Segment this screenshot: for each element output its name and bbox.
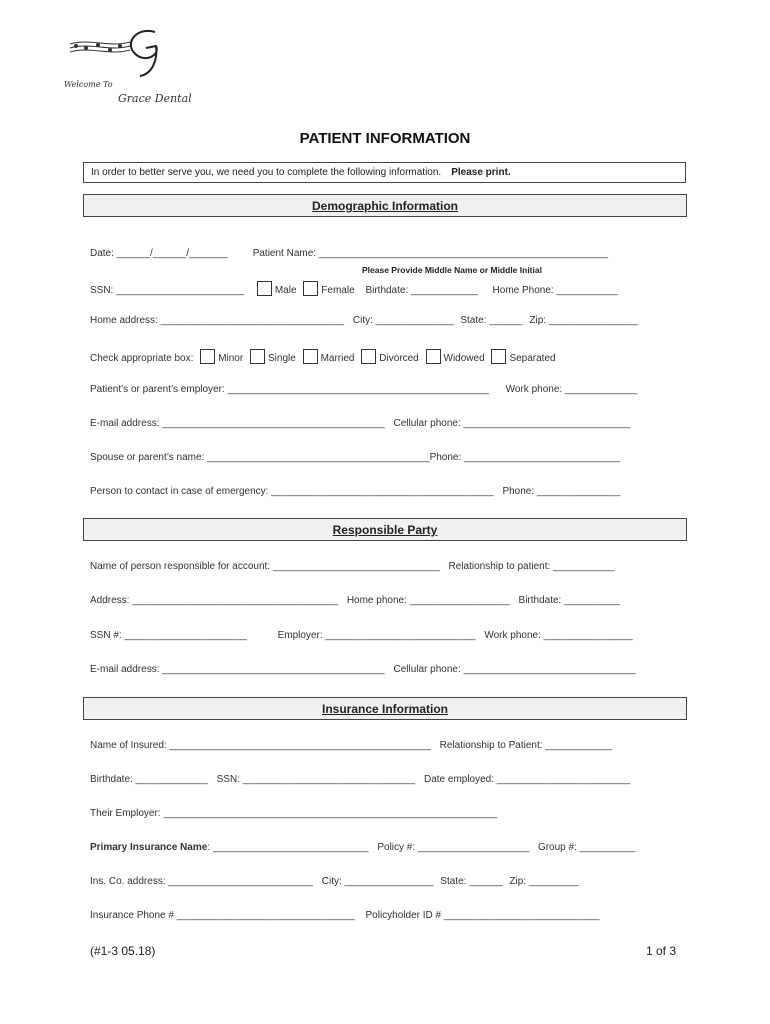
- responsible-cell-phone-field[interactable]: Cellular phone: _______________________________: [393, 664, 636, 675]
- demo-row-date: [90, 248, 608, 259]
- single-label: Single: [267, 353, 296, 364]
- demo-row-employer: [90, 384, 637, 395]
- ssn-field[interactable]: SSN: _______________________: [90, 285, 245, 296]
- male-checkbox[interactable]: [257, 281, 272, 296]
- intro-emphasis: Please print.: [451, 167, 511, 178]
- separated-checkbox[interactable]: [491, 349, 506, 364]
- date-employed-field[interactable]: Date employed: ________________________: [423, 774, 631, 785]
- divorced-label: Divorced: [379, 353, 419, 364]
- check-box-label: Check appropriate box:: [90, 353, 194, 364]
- employer-field[interactable]: Patient’s or parent’s employer: _______________________________________________: [90, 384, 489, 395]
- insured-ssn-field[interactable]: SSN: _______________________________: [216, 774, 416, 785]
- female-label: Female: [321, 285, 355, 296]
- insurance-phone-field[interactable]: Insurance Phone # ________________________________: [90, 910, 355, 921]
- male-label: Male: [274, 285, 297, 296]
- birthdate-field[interactable]: Birthdate: ____________: [365, 285, 478, 296]
- emergency-phone-field[interactable]: Phone: _______________: [502, 486, 621, 497]
- resp-row-address: [90, 595, 620, 606]
- email-field[interactable]: E-mail address: ________________________________________: [90, 418, 385, 429]
- logo-practice-name: Grace Dental: [118, 92, 192, 105]
- demo-row-email: [90, 418, 630, 429]
- responsible-home-phone-field[interactable]: Home phone: __________________: [346, 595, 510, 606]
- female-checkbox[interactable]: [303, 281, 318, 296]
- insured-relationship-field[interactable]: Relationship to Patient: ____________: [439, 740, 613, 751]
- policyholder-id-field[interactable]: Policyholder ID # ____________________________: [365, 910, 600, 921]
- responsible-email-field[interactable]: E-mail address: ________________________________________: [90, 664, 385, 675]
- responsible-birthdate-field[interactable]: Birthdate: __________: [518, 595, 620, 606]
- cell-phone-field[interactable]: Cellular phone: ______________________________: [393, 418, 631, 429]
- resp-row-email: [90, 664, 636, 675]
- ins-zip-field[interactable]: Zip: _________: [509, 876, 579, 887]
- responsible-employer-field[interactable]: Employer: ___________________________: [277, 630, 476, 641]
- responsible-relationship-field[interactable]: Relationship to patient: ___________: [448, 561, 615, 572]
- ins-row-insured: [90, 740, 612, 751]
- emergency-contact-field[interactable]: Person to contact in case of emergency: ________________________________________: [90, 486, 494, 497]
- widowed-label: Widowed: [443, 353, 485, 364]
- zip-field[interactable]: Zip: ________________: [529, 315, 638, 326]
- primary-insurance-field[interactable]: : ____________________________: [207, 842, 369, 853]
- section-demographic: Demographic Information: [83, 194, 687, 217]
- demo-row-status: [90, 349, 556, 364]
- spouse-field[interactable]: Spouse or parent’s name: ________________________________________Phone: ____________________________: [90, 452, 620, 463]
- group-number-field[interactable]: Group #: __________: [537, 842, 636, 853]
- city-field[interactable]: City: ______________: [352, 315, 454, 326]
- middle-name-note: Please Provide Middle Name or Middle Initial: [362, 265, 542, 275]
- logo-welcome-text: Welcome To: [64, 80, 113, 89]
- work-phone-field[interactable]: Work phone: _____________: [505, 384, 638, 395]
- ins-row-employer: [90, 808, 497, 819]
- demo-row-address: [90, 315, 638, 326]
- minor-checkbox[interactable]: [200, 349, 215, 364]
- responsible-name-field[interactable]: Name of person responsible for account: ______________________________: [90, 561, 440, 572]
- their-employer-field[interactable]: Their Employer: ____________________________________________________________: [90, 808, 498, 819]
- patient-name-field[interactable]: Patient Name: ____________________________________________________: [252, 248, 609, 259]
- policy-number-field[interactable]: Policy #: ____________________: [377, 842, 530, 853]
- insured-birthdate-field[interactable]: Birthdate: _____________: [90, 774, 208, 785]
- ins-city-field[interactable]: City: ________________: [321, 876, 434, 887]
- demo-row-spouse: [90, 452, 620, 463]
- intro-box: [83, 162, 686, 183]
- primary-insurance-label: Primary Insurance Name: [90, 842, 208, 853]
- married-label: Married: [320, 353, 355, 364]
- ins-row-primary: [90, 842, 635, 853]
- ins-row-birthdate: [90, 774, 630, 785]
- divorced-checkbox[interactable]: [361, 349, 376, 364]
- ins-state-field[interactable]: State: ______: [440, 876, 503, 887]
- page-title: PATIENT INFORMATION: [299, 130, 471, 147]
- ins-row-phone: [90, 910, 600, 921]
- minor-label: Minor: [218, 353, 244, 364]
- home-address-field[interactable]: Home address: _________________________________: [90, 315, 345, 326]
- responsible-work-phone-field[interactable]: Work phone: ________________: [484, 630, 633, 641]
- date-field[interactable]: Date: ______/______/_______: [90, 248, 228, 259]
- responsible-address-field[interactable]: Address: _____________________________________: [90, 595, 339, 606]
- ins-row-address: [90, 876, 579, 887]
- demo-row-emergency: [90, 486, 620, 497]
- intro-text: In order to better serve you, we need you to complete the following information.: [91, 167, 442, 178]
- single-checkbox[interactable]: [250, 349, 265, 364]
- widowed-checkbox[interactable]: [426, 349, 441, 364]
- separated-label: Separated: [509, 353, 556, 364]
- grace-dental-logo-icon: [60, 26, 170, 82]
- section-insurance: Insurance Information: [83, 697, 687, 720]
- ins-co-address-field[interactable]: Ins. Co. address: __________________________: [90, 876, 313, 887]
- form-code: (#1-3 05.18): [90, 944, 156, 958]
- married-checkbox[interactable]: [303, 349, 318, 364]
- demo-row-ssn: [90, 281, 618, 296]
- resp-row-ssn: [90, 630, 633, 641]
- insured-name-field[interactable]: Name of Insured: _______________________________________________: [90, 740, 431, 751]
- section-responsible-party: Responsible Party: [83, 518, 687, 541]
- responsible-ssn-field[interactable]: SSN #: ______________________: [90, 630, 247, 641]
- page-number: 1 of 3: [646, 944, 677, 958]
- resp-row-name: [90, 561, 614, 572]
- state-field[interactable]: State: ______: [460, 315, 523, 326]
- home-phone-field[interactable]: Home Phone: ___________: [492, 285, 618, 296]
